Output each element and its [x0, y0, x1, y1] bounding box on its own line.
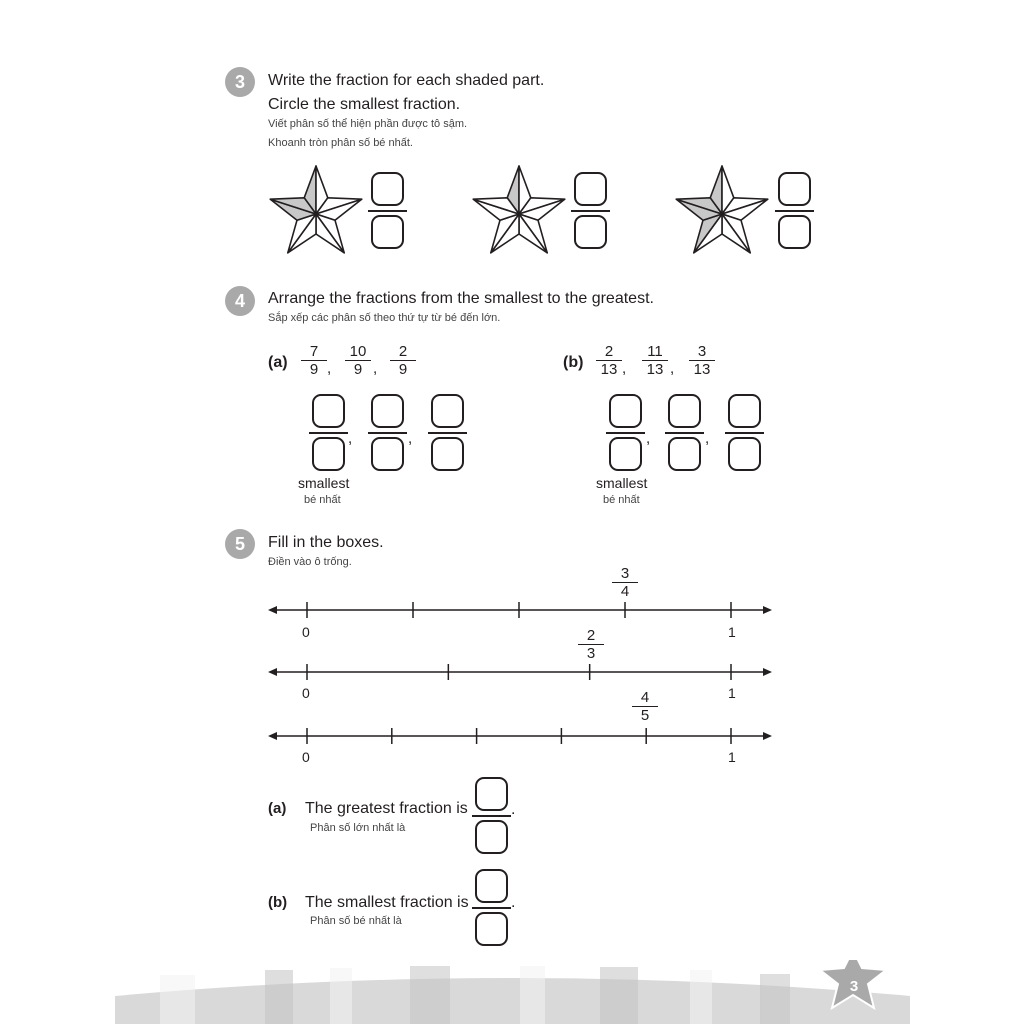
number-line-2-end-label: 1 [728, 685, 736, 701]
q5-instruction-en: Fill in the boxes. [268, 534, 384, 551]
q5-instruction-vi: Điền vào ô trống. [268, 556, 352, 568]
q4a-smallest-label-vi: bé nhất [304, 494, 341, 506]
numerator: 2 [390, 343, 416, 361]
numerator: 3 [612, 565, 638, 583]
arrow-right-icon [763, 668, 772, 676]
denominator: 9 [398, 361, 408, 378]
arrow-left-icon [268, 732, 277, 740]
comma: , [646, 430, 651, 447]
comma: , [348, 430, 353, 447]
numerator: 2 [596, 343, 622, 361]
q4-instruction-en: Arrange the fractions from the smallest to the greatest. [268, 290, 654, 307]
q5a-numerator-box[interactable] [475, 777, 508, 811]
q3-instruction-vi: Viết phân số thể hiện phần được tô sậm. [268, 118, 468, 130]
q5b-text-en: The smallest fraction is [305, 894, 469, 911]
arrow-left-icon [268, 606, 277, 614]
fraction-bar [472, 815, 511, 817]
numerator: 10 [345, 343, 371, 361]
number-line-3-start-label: 0 [302, 749, 310, 765]
q5a-text-en: The greatest fraction is [305, 800, 468, 817]
denominator: 9 [353, 361, 363, 378]
comma: , [705, 430, 710, 447]
denominator: 13 [600, 361, 618, 378]
question-4-number: 4 [225, 286, 255, 316]
q5b-numerator-box[interactable] [475, 869, 508, 903]
fraction-bar [472, 907, 511, 909]
number-line-1-fraction-label [612, 565, 638, 600]
arrow-right-icon [763, 606, 772, 614]
q4b-smallest-label-vi: bé nhất [603, 494, 640, 506]
q4b-smallest-label: smallest [596, 475, 648, 491]
q3-instruction-vi-2: Khoanh tròn phân số bé nhất. [268, 137, 413, 149]
comma: , [408, 430, 413, 447]
question-3-number: 3 [225, 67, 255, 97]
q3-instruction-en-2: Circle the smallest fraction. [268, 96, 461, 113]
q5b-text-vi: Phân số bé nhất là [310, 915, 402, 927]
denominator: 13 [646, 361, 664, 378]
q4a-smallest-label: smallest [298, 475, 350, 491]
q3-instruction-en: Write the fraction for each shaded part. [268, 72, 545, 89]
comma: , [622, 360, 627, 377]
footer-decoration [0, 960, 1024, 1024]
q5a-text-vi: Phân số lớn nhất là [310, 822, 406, 834]
number-line-3-end-label: 1 [728, 749, 736, 765]
q5b-denominator-box[interactable] [475, 912, 508, 946]
q4a-label: (a) [268, 354, 288, 371]
number-line-3-fraction-label [632, 689, 658, 724]
numerator: 2 [578, 627, 604, 645]
denominator: 13 [693, 361, 711, 378]
page-number: 3 [849, 978, 859, 995]
denominator: 4 [620, 583, 630, 600]
numerator: 4 [632, 689, 658, 707]
arrow-left-icon [268, 668, 277, 676]
q5b-label: (b) [268, 894, 288, 911]
number-line-2-start-label: 0 [302, 685, 310, 701]
comma: , [670, 360, 675, 377]
period: . [511, 894, 516, 911]
numerator: 7 [301, 343, 327, 361]
comma: , [327, 360, 332, 377]
number-line-1-start-label: 0 [302, 624, 310, 640]
numerator: 3 [689, 343, 715, 361]
denominator: 3 [586, 645, 596, 662]
q5a-denominator-box[interactable] [475, 820, 508, 854]
comma: , [373, 360, 378, 377]
number-line-1-end-label: 1 [728, 624, 736, 640]
number-line-2-fraction-label [578, 627, 604, 662]
q5a-label: (a) [268, 800, 287, 817]
period: . [511, 801, 516, 818]
arrow-right-icon [763, 732, 772, 740]
denominator: 9 [309, 361, 319, 378]
denominator: 5 [640, 707, 650, 724]
q4-instruction-vi: Sắp xếp các phân số theo thứ tự từ bé đến lớn. [268, 312, 501, 324]
q4b-label: (b) [563, 354, 584, 371]
question-5-number: 5 [225, 529, 255, 559]
numerator: 11 [642, 343, 668, 361]
